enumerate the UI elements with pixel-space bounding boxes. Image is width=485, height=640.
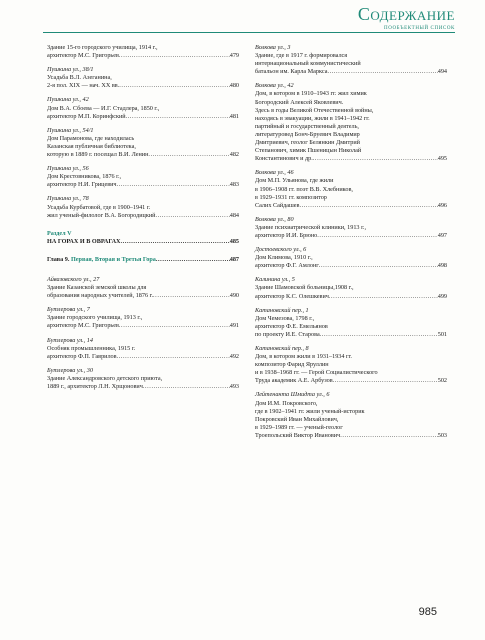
entry-page: 482 [229, 151, 239, 159]
entry-text: Труда академик А.Е. Арбузов [255, 377, 333, 385]
entry-street: Калинина ул., 5 [255, 276, 295, 284]
toc-entry[interactable] [255, 345, 447, 385]
entry-text: Дом Крестовникова, 1876 г., [47, 173, 122, 181]
entry-text: Дом В.А. Сбоева — И.Г. Стадлера, 1850 г., [47, 104, 160, 112]
section-title-line[interactable] [47, 238, 239, 246]
entry-page: 493 [229, 383, 239, 390]
toc-entry[interactable] [255, 276, 447, 300]
entry-line-with-page [255, 432, 447, 440]
entry-line-with-page [47, 52, 239, 60]
entry-text: Дом М.П. Ульянова, где жили [255, 177, 334, 185]
leader-dots [155, 212, 229, 220]
entry-page: 480 [229, 82, 239, 90]
toc-entry[interactable] [47, 44, 239, 60]
entry-text: Дом, в котором в 1910–1943 гг. жил химик [255, 90, 367, 98]
toc-entry[interactable] [47, 127, 239, 159]
entry-text: по проекту И.Е. Старова [255, 330, 320, 338]
entry-text: Здание Шамовской больницы,1908 г., [255, 284, 354, 292]
entry-text: партийный и государственный деятель, [255, 122, 359, 130]
section-title: НА ГОРАХ И В ОВРАГАХ [47, 237, 121, 245]
entry-line-with-page [47, 181, 239, 189]
entry-text: Салих Сайдашев [255, 201, 300, 209]
entry-line-with-page [255, 202, 447, 210]
entry-street: Волкова ул., 3 [255, 44, 291, 51]
entry-text: 2-я пол. XIX — нач. XX вв. [47, 82, 120, 90]
entry-street: Бутлерова ул., 7 [47, 306, 90, 314]
entry-text: Казанская публичная библиотека, [47, 142, 136, 150]
leader-dots [117, 181, 230, 189]
entry-text: архитектор М.П. Коринфский [47, 112, 126, 120]
entry-text: Здание Казанской земской школы для [47, 284, 147, 292]
leader-dots [319, 262, 438, 270]
toc-entry[interactable] [255, 216, 447, 240]
entry-text: 1889 г., архитектор Л.Н. Хрщонович [47, 383, 143, 390]
leader-dots [329, 293, 438, 301]
entry-text: Здание психиатрической клиники, 1913 г., [255, 223, 366, 231]
entry-text: композитор Фарид Яруллин [255, 361, 329, 369]
entry-line-with-page [255, 293, 447, 301]
entry-page: 492 [229, 352, 239, 360]
entry-page: 495 [437, 155, 447, 163]
entry-text: архитектор Н.И. Грицевич [47, 181, 117, 189]
header-rule [43, 32, 455, 33]
entry-text: Дом И.М. Покровского, [255, 399, 318, 407]
entry-street: Бутлерова ул., 30 [47, 366, 93, 374]
leader-dots [317, 232, 437, 240]
entry-text: жил ученый-филолог В.А. Богородицкий [47, 211, 156, 219]
leader-dots [119, 82, 229, 90]
entry-line-with-page [47, 292, 239, 300]
entry-page: 501 [437, 330, 447, 338]
entry-text: находясь в эвакуации, жили в 1941–1942 гг. [255, 114, 370, 122]
entry-street: Волкова ул., 42 [255, 82, 294, 90]
entry-street: Волкова ул., 80 [255, 215, 294, 223]
entry-line-with-page [255, 377, 447, 385]
entry-page: 498 [437, 262, 447, 270]
entry-page: 479 [229, 52, 239, 60]
header-subtitle: ПООБЪЕКТНЫЙ СПИСОК [384, 26, 455, 31]
toc-entry[interactable] [47, 367, 239, 391]
entry-text: интернациональный коммунистический [255, 60, 361, 68]
entry-page: 490 [229, 292, 239, 300]
toc-entry[interactable] [47, 337, 239, 361]
entry-text: батальон им. Карла Маркса [255, 68, 328, 76]
entry-page: 483 [229, 181, 239, 189]
entry-line-with-page [255, 331, 447, 339]
entry-text: архитектор Ф.П. Гаврилов [47, 352, 117, 360]
entry-text: архитектор Ф.Е. Емельянов [255, 322, 328, 330]
entry-text: Дом Парамонова, где находилась [47, 134, 135, 142]
leader-dots [313, 155, 438, 163]
header-title: Содержание [357, 4, 455, 24]
chapter-prefix: Глава 9. [47, 255, 70, 263]
toc-entry[interactable] [255, 246, 447, 270]
entry-page: 496 [437, 201, 447, 209]
entry-line-with-page [255, 155, 447, 163]
entry-text: Здание, где в 1917 г. формировался [255, 52, 348, 60]
toc-entry[interactable] [47, 276, 239, 300]
entry-text: архитектор М.С. Григорьев [47, 322, 119, 330]
toc-entry[interactable] [255, 307, 447, 339]
chapter-name: Первая, Вторая и Третья Гора [70, 255, 156, 263]
entry-line-with-page [47, 82, 239, 90]
entry-text: Дом Климова, 1910 г., [255, 254, 313, 262]
section-label: Раздел V [47, 229, 72, 237]
leader-dots [126, 113, 230, 121]
entry-street: Волкова ул., 46 [255, 169, 294, 177]
section-page: 485 [229, 237, 239, 245]
entry-line-with-page [255, 262, 447, 270]
entry-street: Пушкина ул., 54/1 [47, 126, 94, 134]
left-entries [47, 44, 239, 220]
entry-text: где в 1902–1941 гг. жили ученый-историк [255, 407, 365, 415]
entry-text: архитектор Ф.Г. Амлонг [255, 262, 319, 270]
entry-text: архитектор И.И. Брюно [255, 231, 318, 239]
entry-text: архитектор К.С. Олешкевич [255, 292, 329, 300]
entry-text: архитектор М.С. Григорьев [47, 52, 119, 60]
entry-street: Пушкина ул., 56 [47, 165, 89, 173]
entry-line-with-page [47, 151, 239, 159]
toc-entry[interactable] [47, 195, 239, 219]
entry-line-with-page [47, 212, 239, 220]
leader-dots [156, 256, 230, 264]
leader-dots [143, 383, 230, 391]
entry-text: Дмитриевич, геолог Белянкин Дмитрий [255, 139, 360, 147]
entry-text: Особняк промышленника, 1915 г. [47, 344, 136, 352]
entry-text: Константинович и др. [255, 155, 313, 163]
entry-text: Дом Чемезова, 1798 г., [255, 314, 315, 322]
leader-dots [340, 432, 437, 440]
toc-entry[interactable] [255, 169, 447, 209]
entry-street: Пушкина ул., 78 [47, 195, 89, 203]
entry-line-with-page [47, 322, 239, 330]
toc-entry[interactable] [255, 391, 447, 440]
entry-text: образования народных учителей, 1876 г. [47, 292, 154, 300]
entry-page: 481 [229, 112, 239, 120]
entry-street: Пушкина ул., 38/1 [47, 66, 94, 74]
entry-street: Катановский пер., 8 [255, 345, 309, 352]
entry-line-with-page [47, 353, 239, 361]
entry-page: 502 [437, 377, 447, 385]
entry-text: которую в 1889 г. посещал В.И. Ленин [47, 151, 149, 159]
entry-page: 491 [229, 322, 239, 330]
entry-text: Здесь в годы Великой Отечественной войны, [255, 106, 374, 114]
entry-text: в 1929–1989 гг. — ученый-геолог [255, 423, 343, 431]
toc-entry[interactable] [255, 44, 447, 76]
entry-line-with-page [47, 113, 239, 121]
left-after-entries [47, 276, 239, 391]
entry-text: и в 1938–1968 гг. — Герой Социалистического [255, 369, 378, 377]
entry-line-with-page [255, 68, 447, 76]
entry-page: 484 [229, 211, 239, 219]
entry-street: Достоевского ул., 6 [255, 246, 307, 254]
entry-text: Богородский Алексей Яковлевич. [255, 98, 344, 106]
entry-text: Усадьба Курбатовой, где в 1900–1941 г. [47, 203, 151, 211]
entry-text: в 1906–1908 гг. поэт В.В. Хлебников, [255, 185, 353, 193]
entry-text: Здание 15-го городского училища, 1914 г., [47, 44, 158, 51]
entry-street: Катановский пер., 1 [255, 306, 309, 314]
entry-text: Степанович, химик Пшеницын Николай [255, 147, 362, 155]
entry-line-with-page [47, 383, 239, 391]
leader-dots [117, 353, 230, 361]
chapter-page: 487 [229, 255, 239, 263]
toc-entry[interactable] [47, 66, 239, 90]
entry-page: 503 [437, 431, 447, 439]
leader-dots [148, 151, 229, 159]
entry-text: в 1929–1931 гг. композитор [255, 193, 327, 201]
chapter-heading [47, 256, 156, 264]
right-entries [255, 44, 447, 440]
leader-dots [320, 331, 438, 339]
entry-street: Пушкина ул., 42 [47, 96, 89, 104]
entry-page: 497 [437, 231, 447, 239]
leader-dots [119, 322, 230, 330]
page-number: 985 [418, 606, 437, 618]
entry-street: Айвазовского ул., 27 [47, 275, 100, 283]
toc-entry[interactable] [47, 306, 239, 330]
entry-text: Троепольский Виктор Иванович [255, 431, 341, 439]
entry-text: Усадьба В.Л. Азеганина, [47, 74, 112, 82]
entry-street: Лейтенанта Шмидта ул., 6 [255, 391, 330, 399]
chapter-line[interactable] [47, 256, 239, 264]
entry-text: Дом, в котором жили в 1931–1934 гг. [255, 353, 352, 361]
leader-dots [333, 377, 438, 385]
leader-dots [119, 52, 230, 60]
entry-text: Покровский Иван Михайлович, [255, 415, 339, 423]
entry-line-with-page [255, 232, 447, 240]
toc-entry[interactable] [255, 82, 447, 163]
entry-page: 499 [437, 292, 447, 300]
left-column [47, 44, 239, 397]
leader-dots [153, 292, 230, 300]
leader-dots [299, 202, 437, 210]
entry-text: Здание Александровского детского приюта, [47, 374, 163, 382]
entry-text: литературовед Бонч-Бруевич Владимир [255, 130, 360, 138]
entry-text: Здание городского училища, 1913 г., [47, 314, 143, 322]
toc-entry[interactable] [47, 165, 239, 189]
leader-dots [327, 68, 437, 76]
right-column [255, 44, 447, 446]
leader-dots [121, 238, 230, 246]
toc-entry[interactable] [47, 96, 239, 120]
entry-street: Бутлерова ул., 14 [47, 336, 93, 344]
entry-page: 494 [437, 68, 447, 76]
